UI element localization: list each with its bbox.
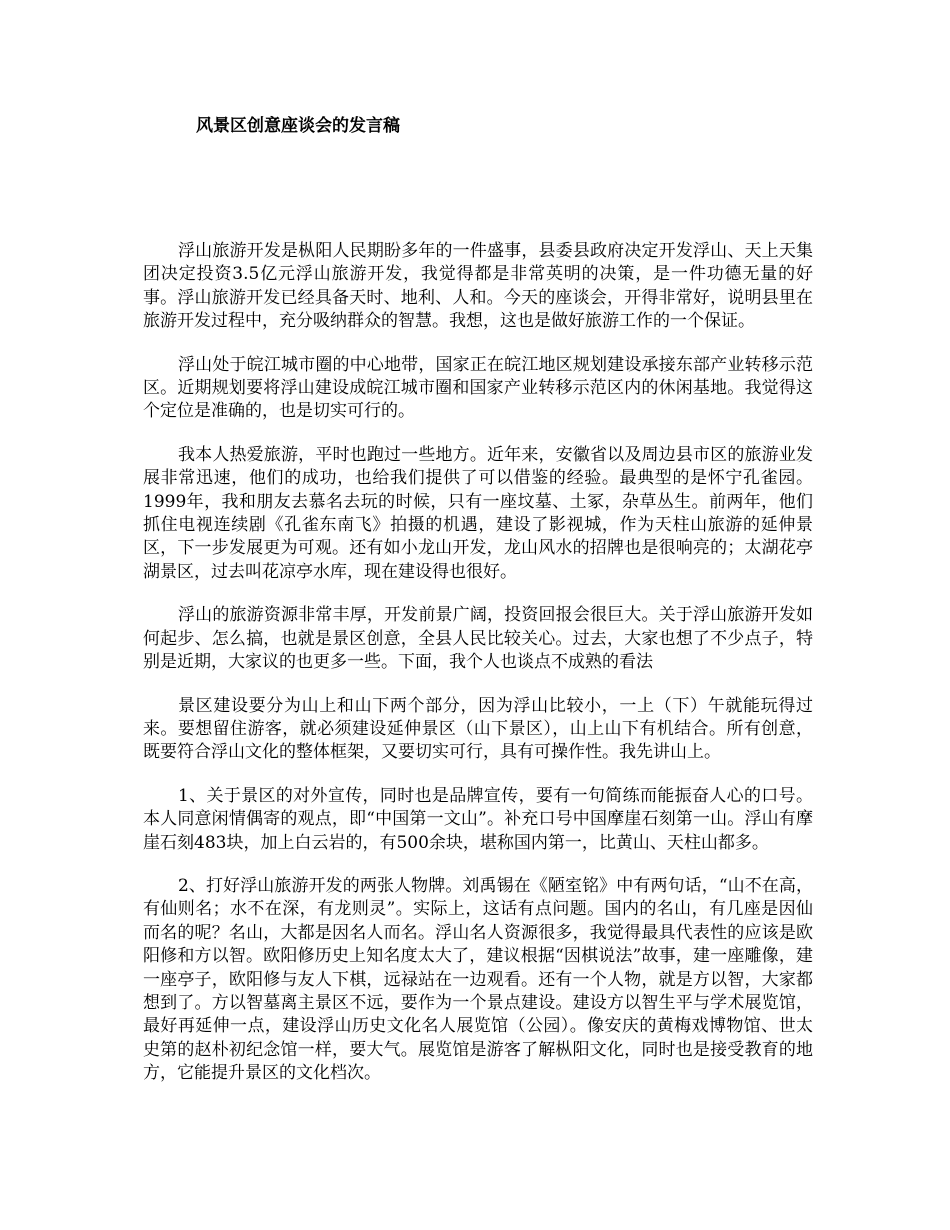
document-title: 风景区创意座谈会的发言稿 [196,116,400,136]
paragraph-point-1: 1、关于景区的对外宣传，同时也是品牌宣传，要有一句简练而能振奋人心的口号。本人同意闲情偶寄的观点，即“中国第一文山”。补充口号中国摩崖石刻第一山。浮山有摩崖石刻483块，加上白云岩的，有500余块，堪称国内第一，比黄山、天柱山都多。 [143,785,813,853]
paragraph-experience: 我本人热爱旅游，平时也跑过一些地方。近年来，安徽省以及周边县市区的旅游业发展非常迅速，他们的成功，也给我们提供了可以借鉴的经验。最典型的是怀宁孔雀园。1999年，我和朋友去慕名去玩的时候，只有一座坟墓、土冢，杂草丛生。前两年，他们抓住电视连续剧《孔雀东南飞》拍摄的机遇，建设了影视城，作为天柱山旅游的延伸景区，下一步发展更为可观。还有如小龙山开发，龙山风水的招牌也是很响亮的；太湖花亭湖景区，过去叫花凉亭水库，现在建设得也很好。 [143,444,813,582]
paragraph-location: 浮山处于皖江城市圈的中心地带，国家正在皖江地区规划建设承接东部产业转移示范区。近期规划要将浮山建设成皖江城市圈和国家产业转移示范区内的休闲基地。我觉得这个定位是准确的，也是切实可行的。 [143,354,813,422]
paragraph-intro: 浮山旅游开发是枞阳人民期盼多年的一件盛事，县委县政府决定开发浮山、天上天集团决定投资3.5亿元浮山旅游开发，我觉得都是非常英明的决策，是一件功德无量的好事。浮山旅游开发已经具备天时、地利、人和。今天的座谈会，开得非常好，说明县里在旅游开发过程中，充分吸纳群众的智慧。我想，这也是做好旅游工作的一个保证。 [143,241,813,332]
paragraph-resources: 浮山的旅游资源非常丰厚，开发前景广阔，投资回报会很巨大。关于浮山旅游开发如何起步、怎么搞，也就是景区创意，全县人民比较关心。过去，大家也想了不少点子，特别是近期，大家议的也更多一些。下面，我个人也谈点不成熟的看法 [143,605,813,673]
paragraph-point-2: 2、打好浮山旅游开发的两张人物牌。刘禹锡在《陋室铭》中有两句话，“山不在高，有仙则名；水不在深，有龙则灵”。实际上，这话有点问题。国内的名山，有几座是因仙而名的呢？名山，大都是因名人而名。浮山名人资源很多，我觉得最具代表性的应该是欧阳修和方以智。欧阳修历史上知名度太大了，建议根据“因棋说法”故事，建一座雕像，建一座亭子，欧阳修与友人下棋，远禄站在一边观看。还有一个人物，就是方以智，大家都想到了。方以智墓离主景区不远，要作为一个景点建设。建设方以智生平与学术展览馆，最好再延伸一点，建设浮山历史文化名人展览馆（公园）。像安庆的黄梅戏博物馆、世太史第的赵朴初纪念馆一样，要大气。展览馆是游客了解枞阳文化，同时也是接受教育的地方，它能提升景区的文化档次。 [143,875,813,1084]
document-body [143,240,813,1106]
paragraph-construction: 景区建设要分为山上和山下两个部分，因为浮山比较小，一上（下）午就能玩得过来。要想留住游客，就必须建设延伸景区（山下景区），山上山下有机结合。所有创意，既要符合浮山文化的整体框架，又要切实可行，具有可操作性。我先讲山上。 [143,695,813,763]
